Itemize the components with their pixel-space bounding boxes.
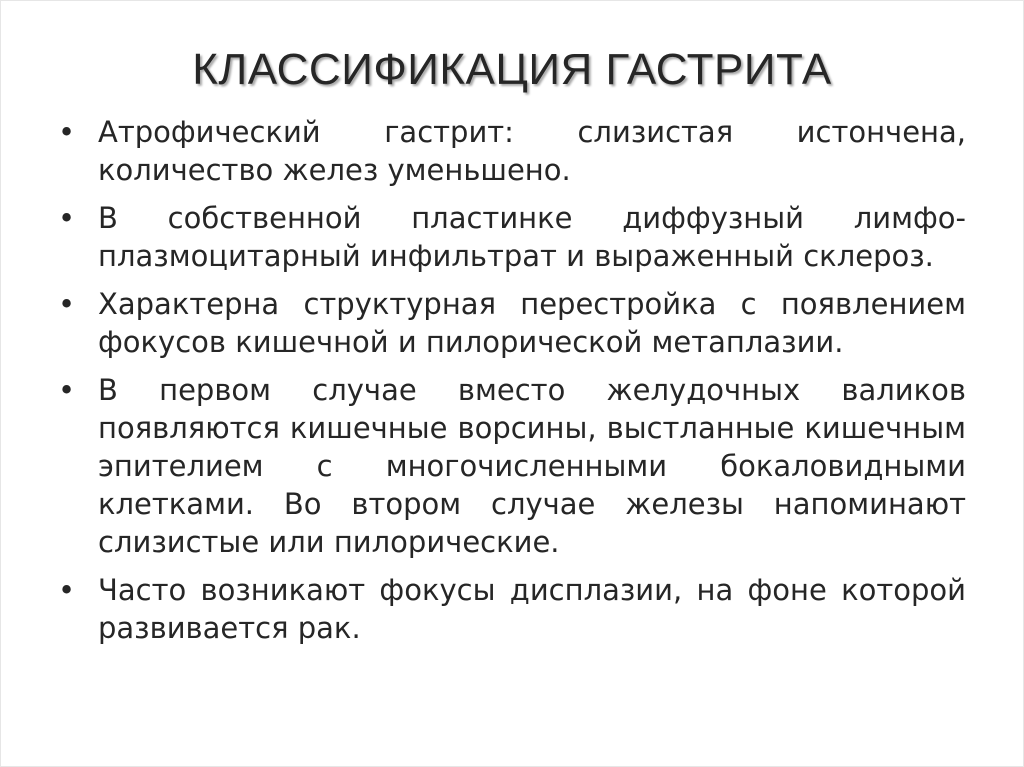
bullet-item xyxy=(58,199,966,275)
bullet-text: Атрофический гастрит: слизистая истончена, количество желез уменьшено. xyxy=(98,115,966,187)
bullet-list xyxy=(58,113,966,657)
bullet-item xyxy=(58,371,966,561)
bullet-icon: • xyxy=(58,115,76,149)
bullet-icon: • xyxy=(58,373,76,407)
bullet-text: В собственной пластинке диффузный лимфо-плазмоцитарный инфильтрат и выраженный склероз. xyxy=(98,201,966,273)
bullet-icon: • xyxy=(58,573,76,607)
bullet-item xyxy=(58,113,966,189)
bullet-icon: • xyxy=(58,287,76,321)
slide-title: КЛАССИФИКАЦИЯ ГАСТРИТА xyxy=(192,45,832,94)
bullet-icon: • xyxy=(58,201,76,235)
bullet-item xyxy=(58,285,966,361)
bullet-item xyxy=(58,571,966,647)
bullet-text: Часто возникают фокусы дисплазии, на фоне которой развивается рак. xyxy=(98,573,966,645)
bullet-text: Характерна структурная перестройка с появлением фокусов кишечной и пилорической метаплазии. xyxy=(98,287,966,359)
bullet-text: В первом случае вместо желудочных валиков появляются кишечные ворсины, выстланные кишечным эпителием с многочисленными бокаловидными клетками. Во втором случае железы напоминают слизистые или пилорические. xyxy=(98,373,966,559)
